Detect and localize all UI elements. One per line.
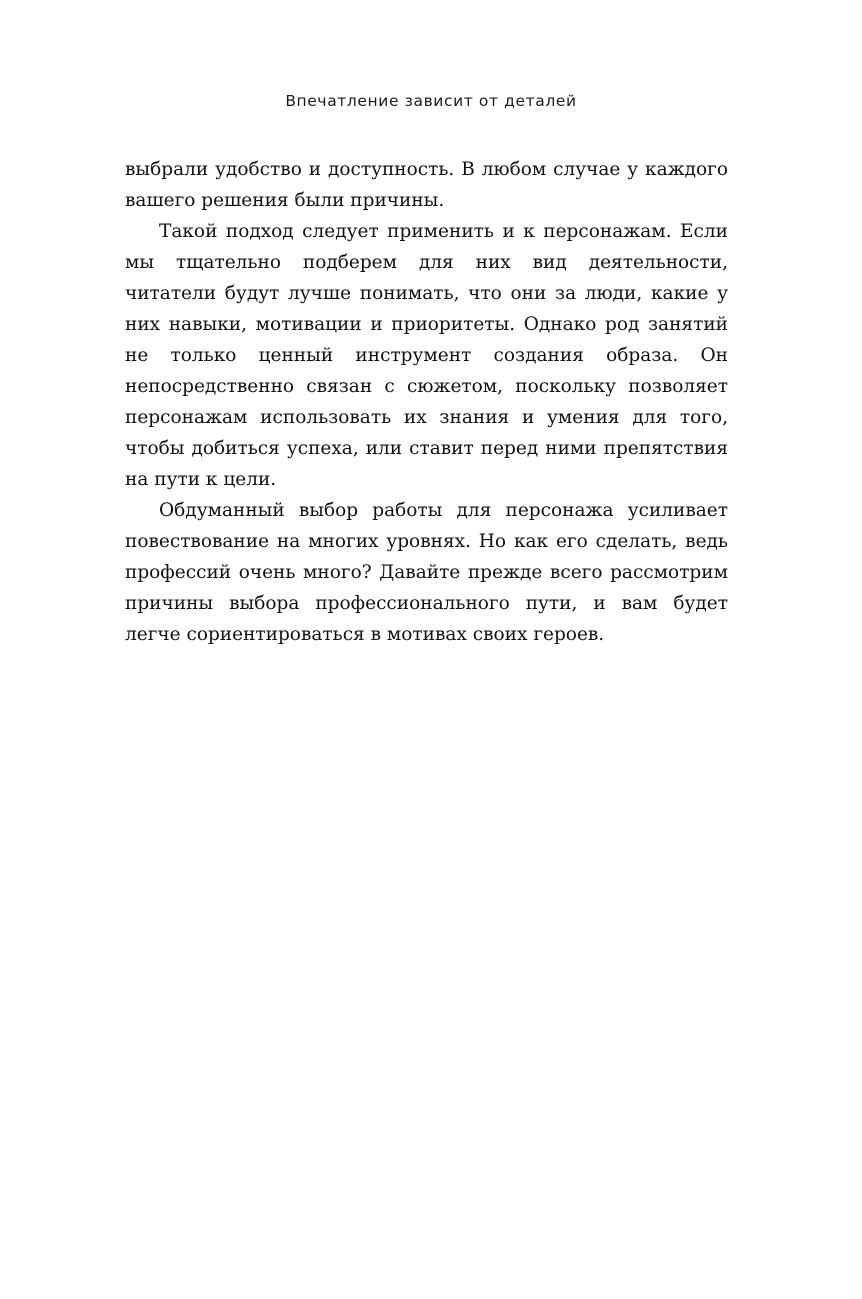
paragraph-choosing-profession: Обдуманный выбор работы для персонажа усиливает повествование на многих уровнях. Но как его сделать, ведь профессий очень много? Давайте прежде всего рассмотрим причины выбора профессионального пути, и вам будет легче сориентироваться в мотивах своих героев.: [125, 500, 728, 645]
paragraph-continuation: выбрали удобство и доступность. В любом случае у каждого вашего решения были причины.: [125, 159, 728, 211]
body-text: [125, 154, 728, 650]
running-header: Впечатление зависит от деталей: [285, 92, 577, 110]
paragraph-occupation-approach: Такой подход следует применить и к персонажам. Если мы тщательно подберем для них вид деятельности, читатели будут лучше понимать, что они за люди, какие у них навыки, мотивации и приоритеты. Однако род занятий не только ценный инструмент создания образа. Он непосредственно связан с сюжетом, поскольку позволяет персонажам использовать их знания и умения для того, чтобы добиться успеха, или ставит перед ними препятствия на пути к цели.: [125, 221, 728, 490]
